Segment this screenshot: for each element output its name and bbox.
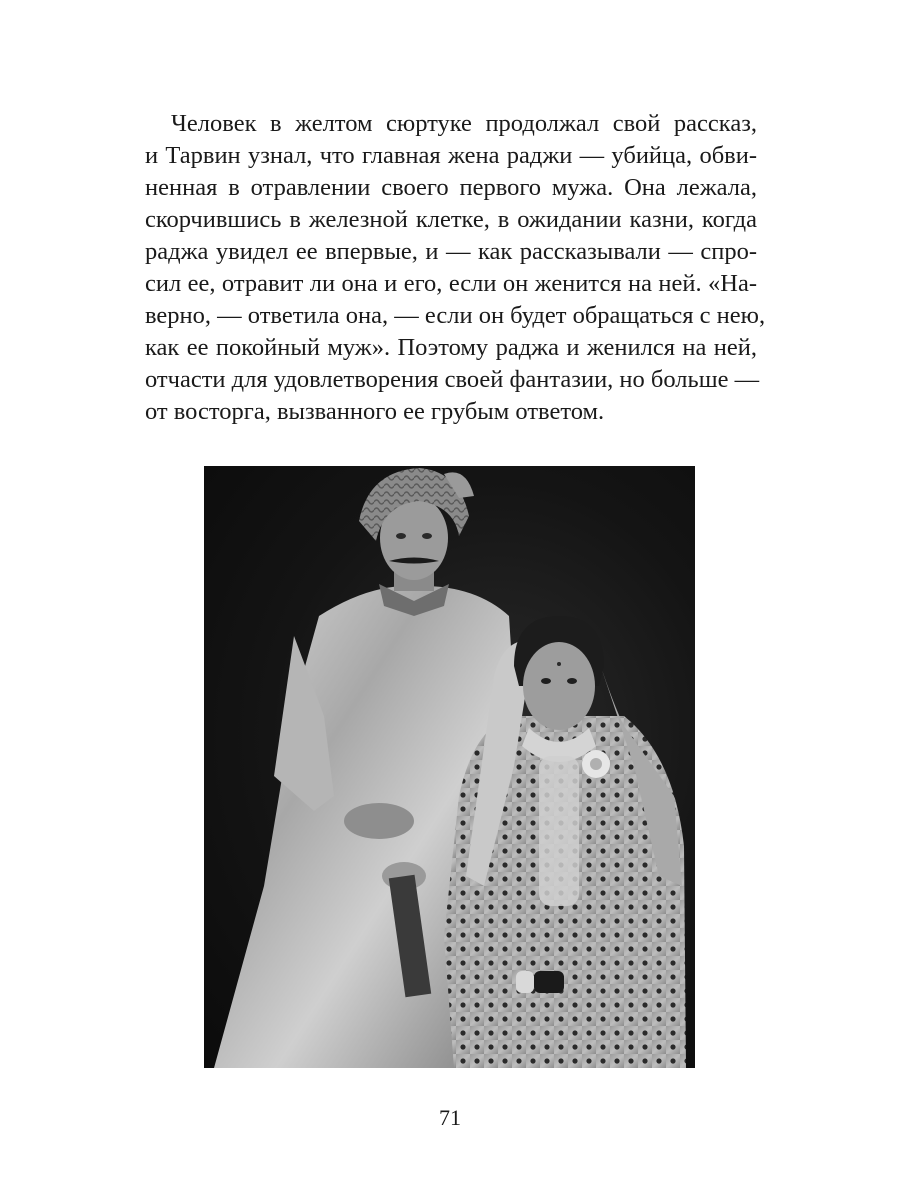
portrait-photo [204, 466, 695, 1068]
paragraph-line: Человек в желтом сюртуке продолжал свой рассказ, [171, 110, 757, 137]
paragraph-line: отчасти для удовлетворения своей фантазии, но больше — [145, 366, 760, 393]
body-paragraph [145, 108, 766, 428]
paragraph-line: раджа увидел ее впервые, и — как рассказывали — спро- [145, 238, 757, 265]
paragraph-line: скорчившись в железной клетке, в ожидании казни, когда [145, 206, 757, 233]
paragraph-line: как ее покойный муж». Поэтому раджа и женился на ней, [145, 334, 757, 361]
paragraph-line: от восторга, вызванного ее грубым ответом. [145, 398, 605, 425]
paragraph-line: сил ее, отравит ли она и его, если он женится на ней. «На- [145, 270, 757, 297]
portrait-image [204, 466, 695, 1068]
paragraph-line: верно, — ответила она, — если он будет обращаться с нею, [145, 302, 766, 329]
paragraph-line: ненная в отравлении своего первого мужа. Она лежала, [145, 174, 757, 201]
page-number: 71 [439, 1105, 461, 1130]
paragraph-line: и Тарвин узнал, что главная жена раджи — убийца, обви- [145, 142, 757, 169]
